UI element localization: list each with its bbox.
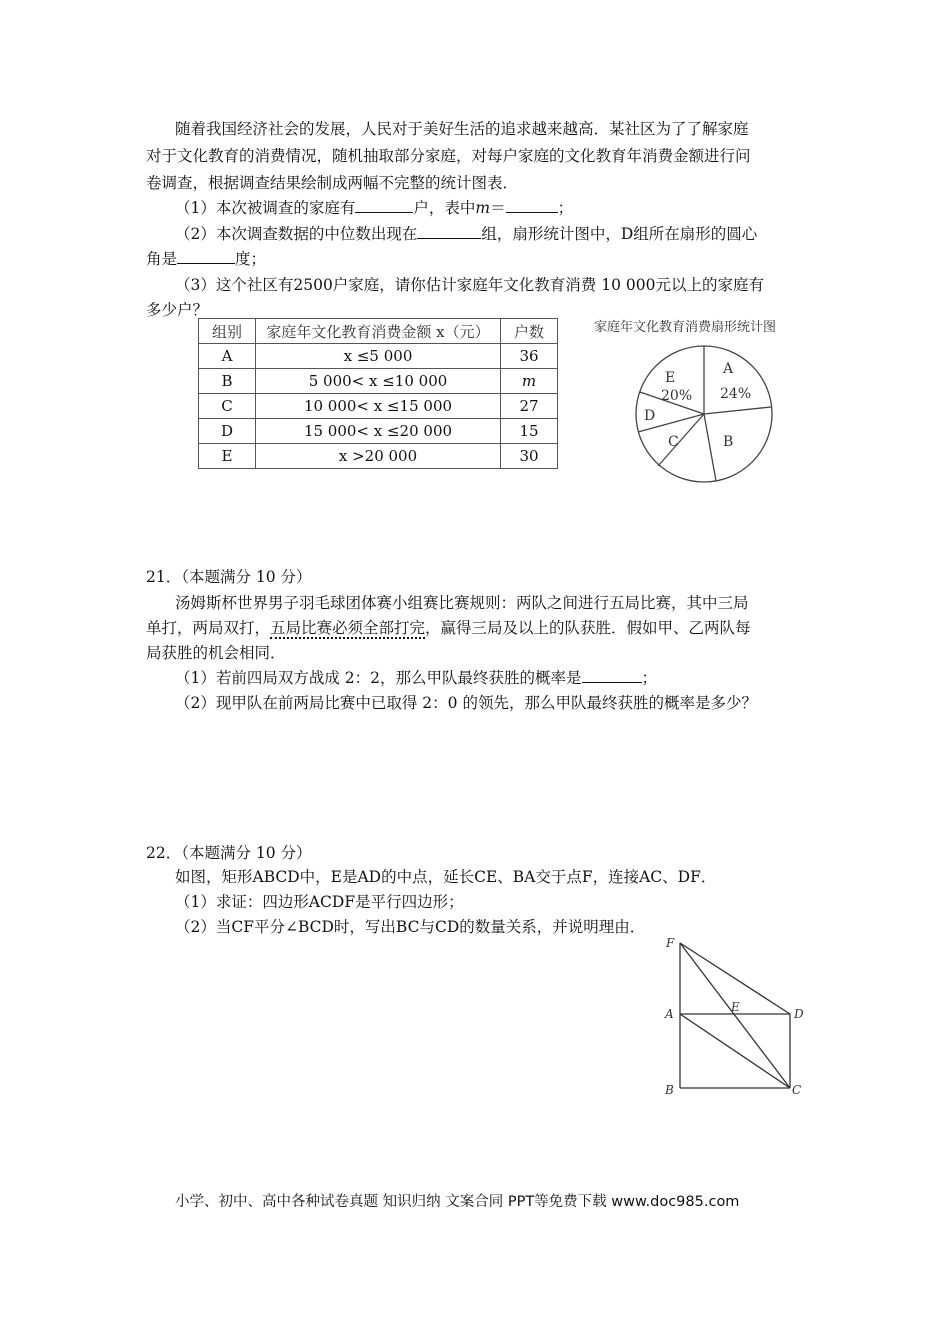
q22-subquestion-1: （1）求证：四边形ACDF是平行四边形； <box>175 893 464 911</box>
answer-blank <box>417 222 481 239</box>
pie-label-d: D <box>644 408 656 424</box>
q21-line3: 局获胜的机会相同． <box>146 644 286 662</box>
table-row <box>199 419 558 444</box>
q20-s2-text-a: （2）本次调查数据的中位数出现在 <box>175 225 418 243</box>
table-cell: E <box>199 444 256 469</box>
page-footer: 小学、初中、高中各种试卷真题 知识归纳 文案合同 PPT等免费下载 www.doc985.com <box>175 1194 740 1210</box>
rectangle-figure <box>660 935 820 1100</box>
table-cell: A <box>199 344 256 369</box>
q22-subquestion-2: （2）当CF平分∠BCD时，写出BC与CD的数量关系，并说明理由． <box>175 918 646 936</box>
table-cell: 15 000< x ≤20 000 <box>256 419 501 444</box>
q20-intro-line2: 对于文化教育的消费情况，随机抽取部分家庭，对每户家庭的文化教育年消费金额进行问 <box>146 147 751 165</box>
q21-subquestion-1 <box>175 665 657 691</box>
answer-blank <box>582 666 642 683</box>
q22-line1: 如图，矩形ABCD中，E是AD的中点，延长CE、BA交于点F，连接AC、DF． <box>175 868 717 886</box>
table-cell: D <box>199 419 256 444</box>
label-a: A <box>665 1007 674 1021</box>
q20-s2-text-d: 度； <box>235 250 267 268</box>
q21-subquestion-2: （2）现甲队在前两局比赛中已取得 2：0 的领先，那么甲队最终获胜的概率是多少？ <box>175 694 757 712</box>
q20-data-table <box>198 318 558 469</box>
q20-s1-eq: ＝ <box>490 199 506 217</box>
label-b: B <box>665 1083 674 1097</box>
pie-divider <box>704 407 771 414</box>
pie-label-b: B <box>723 434 734 450</box>
q20-subquestion-2 <box>175 221 757 247</box>
answer-blank <box>355 196 413 213</box>
table-header-row <box>199 319 558 344</box>
q21-line2-emphasis: 五局比赛必须全部打完 <box>270 619 426 637</box>
q20-subquestion-2-cont <box>146 246 266 272</box>
table-cell: B <box>199 369 256 394</box>
label-f: F <box>666 936 675 950</box>
label-e: E <box>731 1000 740 1014</box>
pie-pct-a: 24% <box>720 386 752 402</box>
table-cell: x ≤5 000 <box>256 344 501 369</box>
table-cell: C <box>199 394 256 419</box>
q22-heading: 22．（本题满分 10 分） <box>146 844 312 862</box>
q21-line2-a: 单打，两局双打， <box>146 619 271 637</box>
table-cell: 10 000< x ≤15 000 <box>256 394 501 419</box>
q20-intro-line3: 卷调查，根据调查结果绘制成两幅不完整的统计图表． <box>146 174 519 192</box>
label-c: C <box>792 1083 802 1097</box>
q20-s1-end: ； <box>557 199 574 217</box>
q20-subquestion-3: （3）这个社区有2500户家庭，请你估计家庭年文化教育消费 10 000元以上的家庭有 <box>175 276 764 294</box>
answer-blank <box>506 196 558 213</box>
table-cell: 5 000< x ≤10 000 <box>256 369 501 394</box>
q21-s1-text: （1）若前四局双方战成 2：2，那么甲队最终获胜的概率是 <box>175 669 582 687</box>
table-row <box>199 394 558 419</box>
pie-label-a: A <box>723 361 734 377</box>
table-cell: 27 <box>501 394 558 419</box>
pie-label-e: E <box>665 370 676 386</box>
pie-divider <box>658 414 704 466</box>
q20-s1-m: m <box>475 199 491 217</box>
segment-ac <box>680 1014 790 1088</box>
table-row <box>199 344 558 369</box>
q21-s1-end: ； <box>641 669 658 687</box>
table-cell: 36 <box>501 344 558 369</box>
pie-divider <box>704 414 716 481</box>
header-count: 户数 <box>501 319 558 344</box>
q20-subquestion-3-cont: 多少户？ <box>146 301 209 319</box>
table-row <box>199 444 558 469</box>
q21-line2-c: ，赢得三局及以上的队获胜．假如甲、乙两队每 <box>425 619 751 637</box>
q20-subquestion-1 <box>175 195 573 221</box>
q21-line1: 汤姆斯杯世界男子羽毛球团体赛小组赛比赛规则：两队之间进行五局比赛，其中三局 <box>175 594 749 612</box>
pie-label-c: C <box>668 434 679 450</box>
q21-heading: 21．（本题满分 10 分） <box>146 568 312 586</box>
q20-s1-text-b: 户，表中 <box>413 199 476 217</box>
table-cell: x >20 000 <box>256 444 501 469</box>
label-d: D <box>794 1007 804 1021</box>
pie-chart-title: 家庭年文化教育消费扇形统计图 <box>594 320 777 335</box>
header-amount: 家庭年文化教育消费金额 x（元） <box>256 319 501 344</box>
table-row <box>199 369 558 394</box>
header-group: 组别 <box>199 319 256 344</box>
segment-fc <box>680 943 790 1088</box>
q20-s2-text-b: 组，扇形统计图中，D组所在扇形的圆心 <box>481 225 758 243</box>
q20-s2-text-c: 角是 <box>146 250 178 268</box>
q20-s1-text-a: （1）本次被调查的家庭有 <box>175 199 356 217</box>
table-cell: 30 <box>501 444 558 469</box>
pie-chart <box>630 340 780 490</box>
table-cell: 15 <box>501 419 558 444</box>
table-cell: m <box>501 369 558 394</box>
answer-blank <box>177 247 235 264</box>
q20-intro-line1: 随着我国经济社会的发展，人民对于美好生活的追求越来越高．某社区为了了解家庭 <box>175 120 749 138</box>
q21-line2 <box>146 615 751 641</box>
pie-pct-e: 20% <box>661 388 693 404</box>
